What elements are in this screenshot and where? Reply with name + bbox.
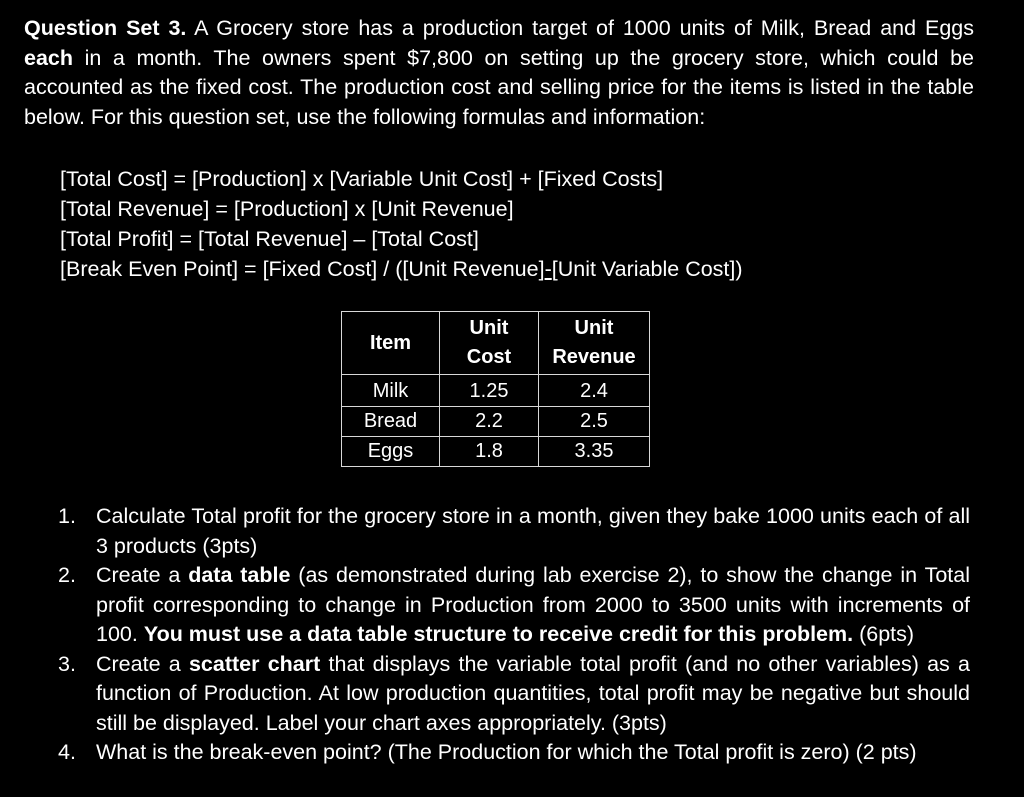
question-item-1 <box>58 502 970 561</box>
question-2-bold-b: You must use a data table structure to receive credit for this problem. <box>143 622 854 646</box>
question-item-3 <box>58 650 970 739</box>
items-table <box>341 311 650 467</box>
table-header-row <box>342 312 650 375</box>
cell-revenue: 2.5 <box>539 407 650 437</box>
question-number: 4. <box>58 740 76 764</box>
intro-text-b: in a month. The owners spent $7,800 on setting up the grocery store, which could be accounted as the fixed cost. The production cost and selling price for the items is listed in the table below. For this question set, use the following formulas and information: <box>24 45 974 129</box>
intro-paragraph <box>24 14 974 132</box>
question-3-text-a: Create a <box>96 651 189 676</box>
question-4-text: What is the break-even point? (The Production for which the Total profit is zero) (2 pts) <box>96 740 917 764</box>
table-row <box>342 375 650 407</box>
header-unit-revenue <box>539 312 650 375</box>
question-3-text-b: that displays the variable total profit (and no other variables) as a function of Production. At low production quantities, total profit may be negative but should still be displayed. Label your chart axes appropriately. (3pts) <box>96 651 970 735</box>
formulas-block <box>60 164 743 284</box>
intro-each: each <box>24 45 74 70</box>
formula-break-even-b: [Unit Variable Cost]) <box>551 257 743 281</box>
cell-revenue: 3.35 <box>539 437 650 467</box>
cell-cost: 1.25 <box>440 375 539 407</box>
header-unit-cost-line2: Cost <box>466 346 512 368</box>
question-2-text-a: Create a <box>96 563 189 587</box>
cell-item: Milk <box>342 375 440 407</box>
cell-cost: 2.2 <box>440 407 539 437</box>
question-3-bold-a: scatter chart <box>188 651 321 676</box>
formula-break-even-dash: - <box>544 257 552 281</box>
question-item-4 <box>58 738 970 768</box>
cell-revenue: 2.4 <box>539 375 650 407</box>
formula-total-cost: [Total Cost] = [Production] x [Variable Unit Cost] + [Fixed Costs] <box>60 167 664 191</box>
cell-item: Eggs <box>342 437 440 467</box>
question-2-text-b: (as demonstrated during lab exercise 2), to show the change in Total profit corresponding to change in Production from 2000 to 3500 units with increments of 100. <box>96 563 970 646</box>
formula-total-revenue: [Total Revenue] = [Production] x [Unit Revenue] <box>60 197 514 221</box>
header-unit-cost <box>440 312 539 375</box>
header-unit-cost-line1: Unit <box>469 317 509 339</box>
question-1-text: Calculate Total profit for the grocery store in a month, given they bake 1000 units each of all 3 products (3pts) <box>96 504 970 558</box>
question-number: 1. <box>58 504 76 528</box>
question-list <box>58 502 970 768</box>
header-unit-revenue-line2: Revenue <box>552 346 636 368</box>
cell-cost: 1.8 <box>440 437 539 467</box>
question-2-text-c: (6pts) <box>853 622 915 646</box>
intro-text-a: A Grocery store has a production target of 1000 units of Milk, Bread and Eggs <box>186 16 974 40</box>
table-row <box>342 407 650 437</box>
question-item-2 <box>58 561 970 650</box>
formula-total-profit: [Total Profit] = [Total Revenue] – [Total Cost] <box>60 227 479 251</box>
formula-break-even <box>60 254 743 284</box>
cell-item: Bread <box>342 407 440 437</box>
question-number: 2. <box>58 563 76 587</box>
header-unit-revenue-line1: Unit <box>574 317 614 339</box>
question-2-bold-a: data table <box>188 563 291 587</box>
question-number: 3. <box>58 651 76 676</box>
header-item: Item <box>342 312 440 375</box>
table-row <box>342 437 650 467</box>
question-set-heading: Question Set 3. <box>24 16 187 40</box>
formula-break-even-a: [Break Even Point] = [Fixed Cost] / ([Unit Revenue] <box>60 257 545 281</box>
